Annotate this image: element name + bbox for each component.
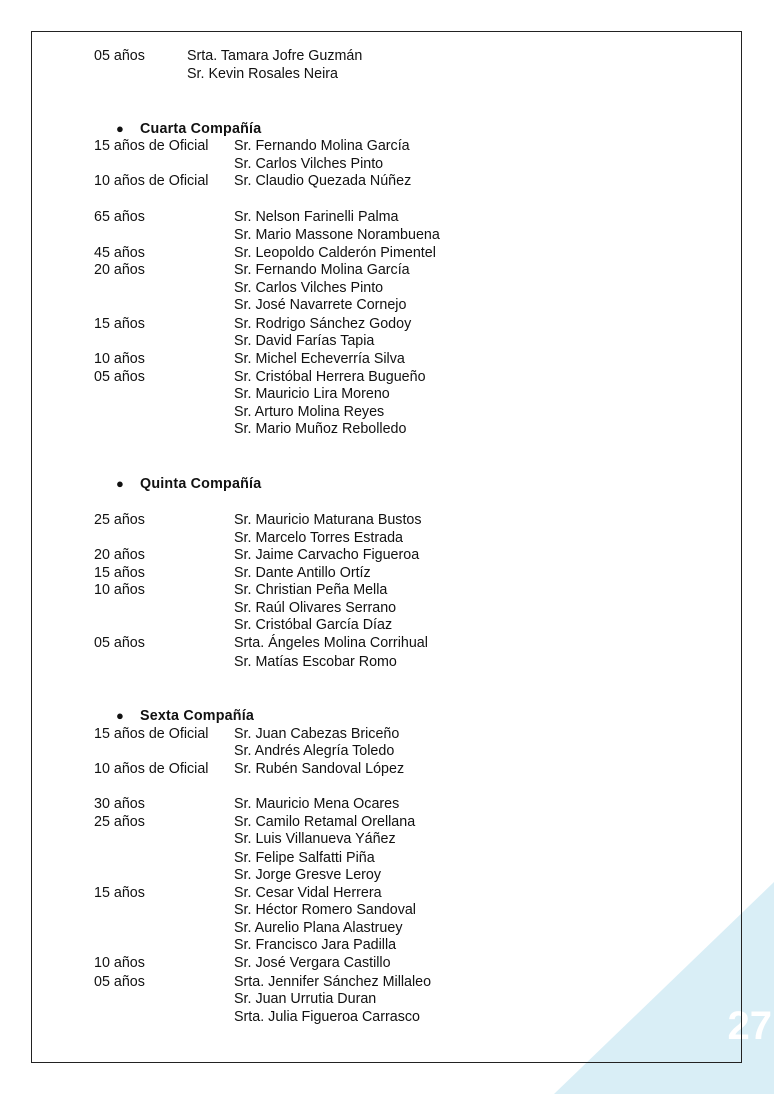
member-name: Sr. Juan Urrutia Duran xyxy=(234,991,377,1007)
member-name: Sr. Marcelo Torres Estrada xyxy=(234,530,403,546)
years-label: 15 años de Oficial xyxy=(94,138,209,154)
member-name: Sr. Dante Antillo Ortíz xyxy=(234,565,371,581)
bullet-icon: ● xyxy=(116,708,124,723)
section-title: Quinta Compañía xyxy=(140,476,262,492)
member-name: Sr. Mauricio Mena Ocares xyxy=(234,796,400,812)
member-name: Sr. Rubén Sandoval López xyxy=(234,761,405,777)
years-label: 15 años xyxy=(94,565,145,581)
years-label: 10 años de Oficial xyxy=(94,761,209,777)
years-label: 05 años xyxy=(94,635,145,651)
member-name: Sr. Cristóbal Herrera Bugueño xyxy=(234,369,426,385)
member-name: Sr. Matías Escobar Romo xyxy=(234,654,397,670)
member-name: Sr. José Navarrete Cornejo xyxy=(234,297,407,313)
member-name: Sr. Kevin Rosales Neira xyxy=(187,66,338,82)
member-name: Sr. Claudio Quezada Núñez xyxy=(234,173,412,189)
member-name: Sr. Felipe Salfatti Piña xyxy=(234,850,375,866)
member-name: Sr. Mario Muñoz Rebolledo xyxy=(234,421,407,437)
member-name: Sr. Mauricio Maturana Bustos xyxy=(234,512,422,528)
page-number: 27 xyxy=(727,1004,772,1048)
section-title: Cuarta Compañía xyxy=(140,121,262,137)
member-name: Sr. Fernando Molina García xyxy=(234,262,410,278)
years-label: 25 años xyxy=(94,512,145,528)
member-name: Sr. Nelson Farinelli Palma xyxy=(234,209,399,225)
years-label: 45 años xyxy=(94,245,145,261)
member-name: Sr. Michel Echeverría Silva xyxy=(234,351,405,367)
bullet-icon: ● xyxy=(116,121,124,136)
member-name: Sr. Cristóbal García Díaz xyxy=(234,617,393,633)
member-name: Srta. Julia Figueroa Carrasco xyxy=(234,1009,420,1025)
years-label: 05 años xyxy=(94,369,145,385)
member-name: Sr. Jorge Gresve Leroy xyxy=(234,867,382,883)
member-name: Sr. Leopoldo Calderón Pimentel xyxy=(234,245,436,261)
member-name: Sr. Cesar Vidal Herrera xyxy=(234,885,382,901)
member-name: Sr. Héctor Romero Sandoval xyxy=(234,902,416,918)
years-label: 10 años de Oficial xyxy=(94,173,209,189)
years-label: 10 años xyxy=(94,582,145,598)
years-label: 10 años xyxy=(94,955,145,971)
bullet-icon: ● xyxy=(116,476,124,491)
member-name: Sr. Mauricio Lira Moreno xyxy=(234,386,390,402)
member-name: Sr. Carlos Vilches Pinto xyxy=(234,156,384,172)
member-name: Sr. Juan Cabezas Briceño xyxy=(234,726,400,742)
years-label: 20 años xyxy=(94,547,145,563)
years-label: 15 años de Oficial xyxy=(94,726,209,742)
years-label: 10 años xyxy=(94,351,145,367)
years-label: 30 años xyxy=(94,796,145,812)
years-label: 25 años xyxy=(94,814,145,830)
member-name: Sr. Christian Peña Mella xyxy=(234,582,388,598)
years-label: 65 años xyxy=(94,209,145,225)
member-name: Sr. Fernando Molina García xyxy=(234,138,410,154)
member-name: Sr. Luis Villanueva Yáñez xyxy=(234,831,396,847)
member-name: Srta. Jennifer Sánchez Millaleo xyxy=(234,974,432,990)
years-label: 05 años xyxy=(94,974,145,990)
member-name: Sr. Arturo Molina Reyes xyxy=(234,404,385,420)
member-name: Sr. David Farías Tapia xyxy=(234,333,375,349)
member-name: Sr. Jaime Carvacho Figueroa xyxy=(234,547,420,563)
member-name: Sr. Rodrigo Sánchez Godoy xyxy=(234,316,412,332)
member-name: Sr. Camilo Retamal Orellana xyxy=(234,814,416,830)
member-name: Sr. Aurelio Plana Alastruey xyxy=(234,920,403,936)
years-label: 15 años xyxy=(94,885,145,901)
member-name: Sr. Andrés Alegría Toledo xyxy=(234,743,395,759)
member-name: Srta. Ángeles Molina Corrihual xyxy=(234,635,428,651)
years-label: 15 años xyxy=(94,316,145,332)
years-label: 20 años xyxy=(94,262,145,278)
section-title: Sexta Compañía xyxy=(140,708,255,724)
member-name: Srta. Tamara Jofre Guzmán xyxy=(187,48,363,64)
years-label: 05 años xyxy=(94,48,145,64)
member-name: Sr. Francisco Jara Padilla xyxy=(234,937,397,953)
member-name: Sr. Carlos Vilches Pinto xyxy=(234,280,384,296)
member-name: Sr. Mario Massone Norambuena xyxy=(234,227,440,243)
member-name: Sr. Raúl Olivares Serrano xyxy=(234,600,397,616)
member-name: Sr. José Vergara Castillo xyxy=(234,955,391,971)
